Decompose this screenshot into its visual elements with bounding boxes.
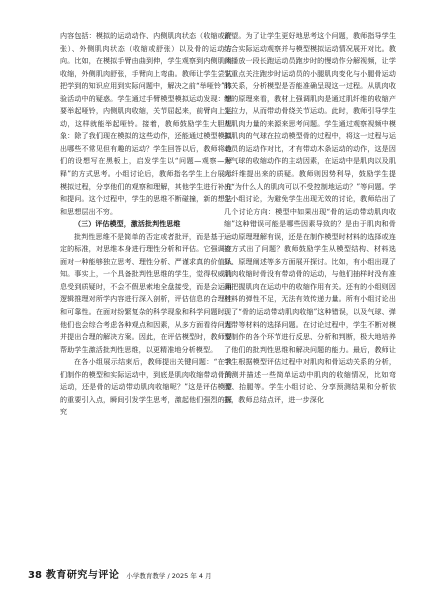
body-paragraph: 内容包括：模拟的运动动作、内侧肌肉状态（收缩或舒张）、外侧肌肉状态（收缩或舒张）以及骨的运动方向。比如，在模拟手臂由曲到伸，学生观察到内侧肌肉收缩，外侧肌肉舒张，手臂向上弯曲。教师让学生尝试把学到的知识应用到实际问题中，解决之前“举哑铃”体验活动中的疑惑。学生通过手臂模型模拟运动发现：想要举起哑铃，内侧肌肉收缩，关节屈起来，前臂向上运动，这样就能举起哑铃。接着，教师鼓励学生大胆想象：除了我们现在模拟的这些动作，还能通过模型模拟出哪些不常见但有趣的运动？学生回答以后，教师将他们的设想写在黑板上，启发学生以“问题—观察—解释”的方式思考。小组讨论后，教师指名学生上台展示模拟过程，分享他们的观察和理解，其他学生进行补充和提问。这个过程中，学生的思维不断碰撞，新的想法和思想层出不穷。 [60, 31, 232, 216]
left-column-body [60, 231, 232, 419]
page-number: 38 [28, 570, 42, 581]
body-paragraph: 欲望。为了让学生更好地思考这个问题，教师指导学生结合实际运动观察并与模型模拟运动情况展开对比。教师播放一段长跑运动员跑步时的慢动作分解视频，让学生重点关注跑步时运动员的小腿肌肉变化与小腿骨运动的关系，分析模型是否能准确呈现这一过程。从肌肉收缩的原理来看，教材上强调肌肉是通过肌纤维的收缩产生拉力，从而带动骨绕关节运动。此时，教师引导学生从肌肉力量的来源来思考问题。学生通过观察视频中模拟肌肉的气球在拉动模型骨的过程中，将这一过程与运动员的运动作对比，才有带动木条运动的动作，这是因为气球的收缩动作的主动因素，在运动中是肌肉以及肌肉纤维提出来的质疑。教师则因势利导，鼓励学生提出“为什么人的肌肉可以不受控制地运动？”等问题。学生小组讨论，为避免学生出现无效的讨论，教师给出了几个讨论方向：模型中如果出现“骨的运动带动肌肉收缩”这种错误可能是哪些因素导致的？是由于肌肉和骨运动原理理解有误，还是在制作模型时材料的选择或连接方式出了问题？教师鼓励学生从模型结构、材料选择、原理阐述等多方面展开探讨。比如，有小组出现了肌肉收缩时骨没有带动骨的运动，与他们抽样时没有准确把握肌肉在运动中的收缩作用有关。还有的小组则因材料的弹性不足，无法有效传递力量。所有小组讨论出现了“骨的运动带动肌肉收缩”这种错误，以及气球、弹力带等材料的选择问题。在讨论过程中，学生不断对模型制作的各个环节进行反思、分析和判断，极大地培养了他们的批判性思维和解决问题的能力。最后，教师让学生根据模型评估过程中对肌肉和骨运动关系的分析，预测并描述一些简单运动中肌肉的收缩情况，比如弯腰、抬腿等。学生小组讨论、分享预测结果和分析依据，教师总结点评，进一步深化 [224, 31, 396, 404]
page-footer [28, 566, 212, 581]
right-column-body [224, 30, 396, 406]
right-column [224, 30, 396, 406]
section-subheading: （三）评估模型，激活批判性思维 [74, 220, 181, 229]
left-column-intro [60, 30, 232, 218]
journal-edition: 小学教育教学 / 2025 年 4 月 [126, 572, 212, 580]
body-paragraph: 在各小组展示结束后，教师提出关键问题：“在我们制作的模型和实际运动中，到底是肌肉收缩带动骨的运动，还是骨的运动带动肌肉收缩呢？”这是评估模型的重要引入点，瞬间引发学生思考，激起他们强烈的探究 [60, 357, 232, 417]
left-column [60, 30, 232, 419]
body-paragraph: 批判性思维不是简单的否定或者批评，而是基于一定的标准，对思维本身进行理性分析和评估。它强调在面对一种能够独立思考、理性分析、严谨求真的价值认知。事实上，一个具备批判性思维的学生，觉得权威消息受到质疑时，不会不假思索地全盘接受，而是会运用逻辑推理对所学内容进行深入剖析，评估信息的合理性和可靠性。在面对纷繁复杂的科学现象和科学问题时，他们也会综合考虑各种观点和因素，从多方面看待问题并提出合理的解决方案。因此，在评估模型时，教师要帮助学生激活批判性思维，以更精准地分析模型。 [60, 231, 232, 354]
journal-name: 教育研究与评论 [45, 570, 120, 581]
